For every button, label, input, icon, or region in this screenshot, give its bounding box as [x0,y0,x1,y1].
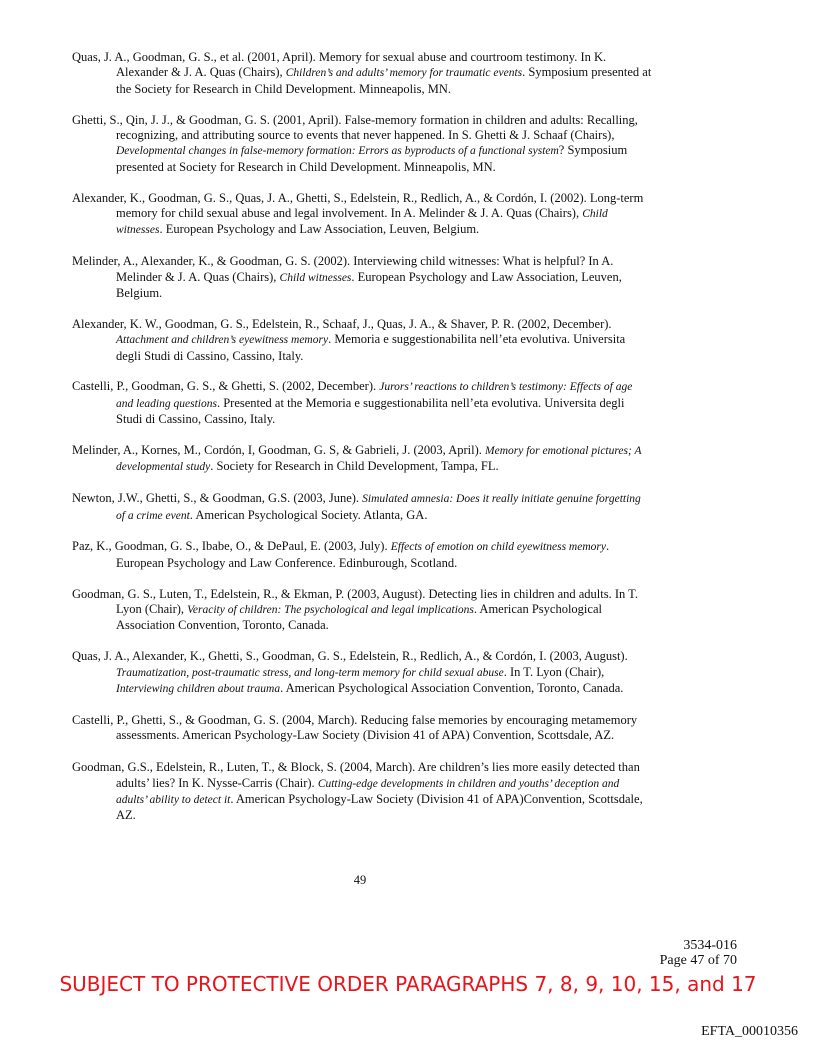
bates-document-id: 3534-016 [683,938,737,953]
protective-order-notice: SUBJECT TO PROTECTIVE ORDER PARAGRAPHS 7, 8, 9, 10, 15, and 17 [59,972,757,996]
reference-entry: Alexander, K. W., Goodman, G. S., Edelstein, R., Schaaf, J., Quas, J. A., & Shaver, P. R. (2002, December). Attachment and children’s eyewitness memory. Memoria e suggestionabilita nell’eta evolutiva. Universita degli Studi di Cassino, Cassino, Italy. [72,316,626,363]
reference-entry: Castelli, P., Ghetti, S., & Goodman, G. S. (2004, March). Reducing false memories by encouraging metamemory assessments. American Psychology-Law Society (Division 41 of APA) Convention, Scottsdale, AZ. [72,712,638,743]
reference-entry: Melinder, A., Alexander, K., & Goodman, G. S. (2002). Interviewing child witnesses: What is helpful? In A. Melinder & J. A. Quas (Chairs), Child witnesses. European Psychology and Law Association, Leuven, Belgium. [72,254,622,301]
bates-stamp [660,938,737,968]
reference-entry: Quas, J. A., Goodman, G. S., et al. (2001, April). Memory for sexual abuse and courtroom testimony. In K. Alexander & J. A. Quas (Chairs), Children’s and adults’ memory for traumatic events. Symposium presented at the Society for Research in Child Development. Minneapolis, MN. [72,50,652,96]
reference-entry: Ghetti, S., Qin, J. J., & Goodman, G. S. (2001, April). False-memory formation in children and adults: Recalling, recognizing, and attributing source to events that never happened. In S. Ghetti & J. Schaaf (Chairs), Developmental changes in false-memory formation: Errors as byproducts of a functional system? Symposium presented at Society for Research in Child Development. Minneapolis, MN. [72,112,638,174]
reference-entry: Quas, J. A., Alexander, K., Ghetti, S., Goodman, G. S., Edelstein, R., Redlich, A., & Cordón, I. (2003, August). Traumatization, post-traumatic stress, and long-term memory for child sexual abuse. In T. Lyon (Chair), Interviewing children about trauma. American Psychological Association Convention, Toronto, Canada. [72,649,628,696]
reference-entry: Melinder, A., Kornes, M., Cordón, I, Goodman, G. S, & Gabrieli, J. (2003, April). Memory for emotional pictures; A developmental study. Society for Research in Child Development, Tampa, FL. [72,443,642,474]
page-number: 49 [353,873,367,887]
bates-page-count: Page 47 of 70 [659,953,737,968]
reference-entry: Castelli, P., Goodman, G. S., & Ghetti, S. (2002, December). Jurors’ reactions to children’s testimony: Effects of age and leading questions. Presented at the Memoria e suggestionabilita nell’eta evolutiva. Universita degli Studi di Cassino, Cassino, Italy. [72,379,633,427]
reference-entry: Alexander, K., Goodman, G. S., Quas, J. A., Ghetti, S., Edelstein, R., Redlich, A., & Cordón, I. (2002). Long-term memory for child sexual abuse and legal involvement. In A. Melinder & J. A. Quas (Chairs), Child witnesses. European Psychology and Law Association, Leuven, Belgium. [72,190,644,237]
reference-entry: Paz, K., Goodman, G. S., Ibabe, O., & DePaul, E. (2003, July). Effects of emotion on child eyewitness memory. European Psychology and Law Conference. Edinburough, Scotland. [72,539,610,570]
efta-identifier: EFTA_00010356 [701,1024,798,1039]
reference-entry: Newton, J.W., Ghetti, S., & Goodman, G.S. (2003, June). Simulated amnesia: Does it really initiate genuine forgetting of a crime event. American Psychological Society. Atlanta, GA. [72,491,641,522]
reference-entry: Goodman, G.S., Edelstein, R., Luten, T., & Block, S. (2004, March). Are children’s lies more easily detected than adults’ lies? In K. Nysse-Carris (Chair). Cutting-edge developments in children and youths’ deception and adults’ ability to detect it. American Psychology-Law Society (Division 41 of APA)Convention, Scottsdale, AZ. [72,760,643,823]
reference-list [72,50,652,839]
reference-entry: Goodman, G. S., Luten, T., Edelstein, R., & Ekman, P. (2003, August). Detecting lies in children and adults. In T. Lyon (Chair), Veracity of children: The psychological and legal implications. American Psychological Association Convention, Toronto, Canada. [72,586,639,633]
